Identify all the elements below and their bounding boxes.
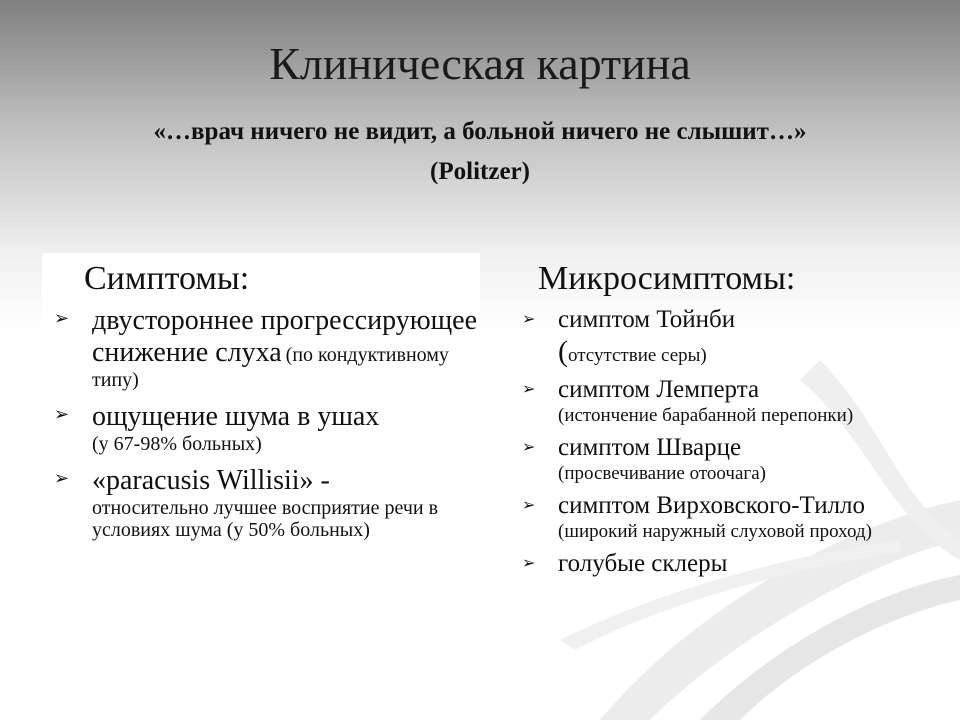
arrow-bullet-icon: ➢ xyxy=(522,439,536,456)
quote-text: «…врач ничего не видит, а больной ничего не слышит…» xyxy=(153,118,807,145)
item-main-text: ощущение шума в ушах xyxy=(92,401,380,432)
arrow-bullet-icon: ➢ xyxy=(522,497,536,514)
arrow-bullet-icon: ➢ xyxy=(522,555,536,572)
list-item xyxy=(500,491,920,543)
item-main-text: симптом Шварце xyxy=(558,434,742,461)
symptoms-heading: Симптомы: xyxy=(84,260,250,297)
list-item xyxy=(42,305,480,391)
item-main-text: симптом Тойнби xyxy=(558,306,736,333)
arrow-bullet-icon: ➢ xyxy=(522,381,536,398)
item-main-text: голубые склеры xyxy=(558,550,728,577)
microsymptoms-list xyxy=(500,305,920,579)
item-paren: ( xyxy=(558,335,568,368)
arrow-bullet-icon: ➢ xyxy=(54,404,70,424)
quote-author: (Politzer) xyxy=(430,158,530,185)
arrow-bullet-icon: ➢ xyxy=(54,308,70,328)
item-main-text: двустороннее прогрессирующее снижение слуха xyxy=(92,305,478,368)
slide-title: Клиническая картина xyxy=(269,38,691,89)
item-note-text: (по кондуктивному типу) xyxy=(92,344,449,391)
microsymptoms-heading: Микросимптомы: xyxy=(538,260,796,297)
item-main-text: симптом Вирховского-Тилло xyxy=(558,492,866,519)
microsymptoms-column xyxy=(500,253,920,673)
symptoms-column xyxy=(42,253,480,658)
item-note-text: (у 67-98% больных) xyxy=(92,433,262,455)
list-item xyxy=(42,465,480,541)
item-note-text: относительно лучшее восприятие речи в условиях шума (у 50% больных) xyxy=(92,497,439,541)
list-item xyxy=(500,305,920,369)
list-item xyxy=(42,401,480,455)
item-main-text: симптом Лемперта xyxy=(558,376,760,403)
item-note-text: (широкий наружный слуховой проход) xyxy=(558,521,872,542)
symptoms-list xyxy=(42,305,480,541)
list-item xyxy=(500,433,920,485)
list-item xyxy=(500,549,920,579)
item-note-text: (истончение барабанной перепонки) xyxy=(558,405,854,426)
list-item xyxy=(500,375,920,427)
arrow-bullet-icon: ➢ xyxy=(54,468,70,488)
item-note-text: отсутствие серы) xyxy=(568,345,707,366)
arrow-bullet-icon: ➢ xyxy=(522,311,536,328)
item-main-text: «paracusis Willisii» - xyxy=(92,465,330,496)
item-note-text: (просвечивание отоочага) xyxy=(558,463,766,484)
